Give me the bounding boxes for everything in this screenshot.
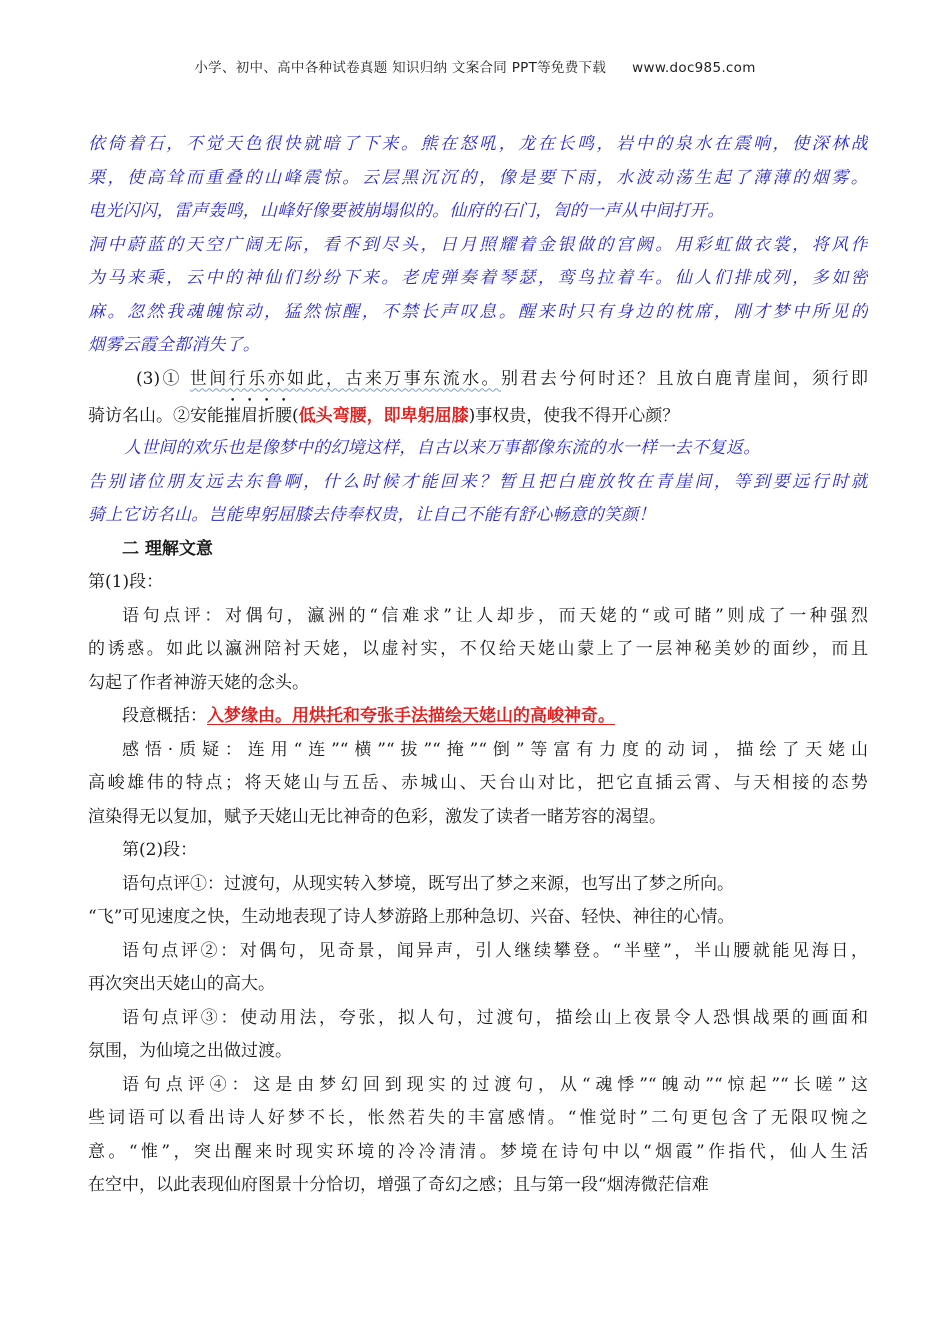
poem-number: (3)①	[136, 368, 190, 389]
poem-emphasis-text: 摧眉折腰	[224, 406, 292, 426]
comment-line: 氛围，为仙境之出做过渡。	[88, 1041, 292, 1061]
poem-stanza-3	[88, 363, 868, 433]
comment-line: 意。“惟”，突出醒来时现实环境的冷冷清清。梦境在诗句中以“烟霞”作指代，仙人生活	[88, 1141, 868, 1162]
translation-line: 为马来乘，云中的神仙们纷纷下来。老虎弹奏着琴瑟，鸾鸟拉着车。仙人们排成列，多如密	[88, 268, 868, 288]
insight-line: 感悟·质疑：连用“连”“横”“拔”“掩”“倒”等富有力度的动词，描绘了天姥山	[122, 739, 868, 760]
comment-line: 语句点评②：对偶句，见奇景，闻异声，引人继续攀登。“半壁”，半山腰就能见海日，	[122, 940, 868, 961]
translation-line: 烟雾云霞全都消失了。	[88, 335, 260, 355]
comment-line: “飞”可见速度之快，生动地表现了诗人梦游路上那种急切、兴奋、轻快、神往的心情。	[88, 907, 735, 927]
translation-line: 依倚着石，不觉天色很快就暗了下来。熊在怒吼，龙在长鸣，岩中的泉水在震响，使深林战	[88, 134, 868, 154]
paragraph-label: 第(2)段：	[122, 840, 198, 860]
document-body	[88, 128, 868, 1203]
header-text: 小学、初中、高中各种试卷真题 知识归纳 文案合同 PPT等免费下载	[194, 60, 607, 76]
translation-line: 洞中蔚蓝的天空广阔无际，看不到尽头，日月照耀着金银做的宫阙。用彩虹做衣裳，将风作	[88, 234, 868, 255]
translation-line: 告别诸位朋友远去东鲁啊，什么时候才能回来？暂且把白鹿放牧在青崖间，等到要远行时就	[88, 471, 868, 492]
poem-line	[88, 396, 868, 432]
poem-line	[88, 363, 868, 397]
poem-text: 骑访名山。②安能	[88, 406, 224, 426]
translation-line: 电光闪闪，雷声轰鸣，山峰好像要被崩塌似的。仙府的石门，訇的一声从中间打开。	[88, 201, 725, 221]
comment-line: 语句点评③：使动用法，夸张，拟人句，过渡句，描绘山上夜景令人恐惧战栗的画面和	[122, 1007, 868, 1028]
insight-line: 高峻雄伟的特点；将天姥山与五岳、赤城山、天台山对比，把它直插云霄、与天相接的态势	[88, 773, 868, 793]
paragraph-label: 第(1)段：	[88, 572, 164, 592]
paren-open: (	[292, 406, 299, 426]
section-understanding	[88, 533, 868, 1203]
poem-annotation: 低头弯腰，即卑躬屈膝	[298, 406, 469, 426]
comment-line: 些词语可以看出诗人好梦不长，怅然若失的丰富感情。“惟觉时”二句更包含了无限叹惋之	[88, 1108, 868, 1128]
comment-line: 在空中，以此表现仙府图景十分恰切，增强了奇幻之感；且与第一段“烟涛微茫信难	[88, 1175, 709, 1195]
header-site-link[interactable]: www.doc985.com	[632, 60, 756, 76]
comment-line: 语句点评：对偶句，瀛洲的“信难求”让人却步，而天姥的“或可睹”则成了一种强烈	[122, 605, 868, 626]
comment-line: 的诱惑。如此以瀛洲陪衬天姥，以虚衬实，不仅给天姥山蒙上了一层神秘美妙的面纱，而且	[88, 639, 868, 659]
summary-label: 段意概括：	[122, 706, 207, 726]
comment-line: 勾起了作者神游天姥的念头。	[88, 672, 309, 693]
page-header	[0, 56, 950, 76]
translation-block-b	[88, 432, 868, 533]
poem-text: 事权贵，使我不得开心颜？	[475, 406, 680, 426]
poem-text: 别君去兮何时还？且放白鹿青崖间，须行即	[500, 368, 868, 389]
translation-block-a	[88, 128, 868, 363]
summary-text: 入梦缘由。用烘托和夸张手法描绘天姥山的高峻神奇。	[207, 706, 615, 726]
insight-line: 渲染得无以复加，赋予天姥山无比神奇的色彩，激发了读者一睹芳容的渴望。	[88, 806, 666, 827]
comment-line: 再次突出天姥山的高大。	[88, 974, 275, 994]
paren-close: )	[468, 406, 476, 426]
comment-line: 语句点评①：过渡句，从现实转入梦境，既写出了梦之来源，也写出了梦之所向。	[122, 873, 734, 894]
comment-line: 语句点评④：这是由梦幻回到现实的过渡句，从“魂悸”“魄动”“惊起”“长嗟”这	[122, 1074, 868, 1095]
translation-line: 人世间的欢乐也是像梦中的幻境这样，自古以来万事都像东流的水一样一去不复返。	[124, 438, 761, 458]
poem-wavy-text: 世间行乐亦如此，古来万事东流水。	[189, 368, 501, 389]
translation-line: 骑上它访名山。岂能卑躬屈膝去侍奉权贵，让自己不能有舒心畅意的笑颜！	[88, 505, 656, 525]
translation-line: 麻。忽然我魂魄惊动，猛然惊醒，不禁长声叹息。醒来时只有身边的枕席，刚才梦中所见的	[88, 301, 868, 322]
summary-line	[88, 700, 868, 734]
translation-line: 栗，使高耸而重叠的山峰震惊。云层黑沉沉的，像是要下雨，水波动荡生起了薄薄的烟雾。	[88, 167, 868, 188]
section-title: 二 理解文意	[122, 538, 213, 559]
